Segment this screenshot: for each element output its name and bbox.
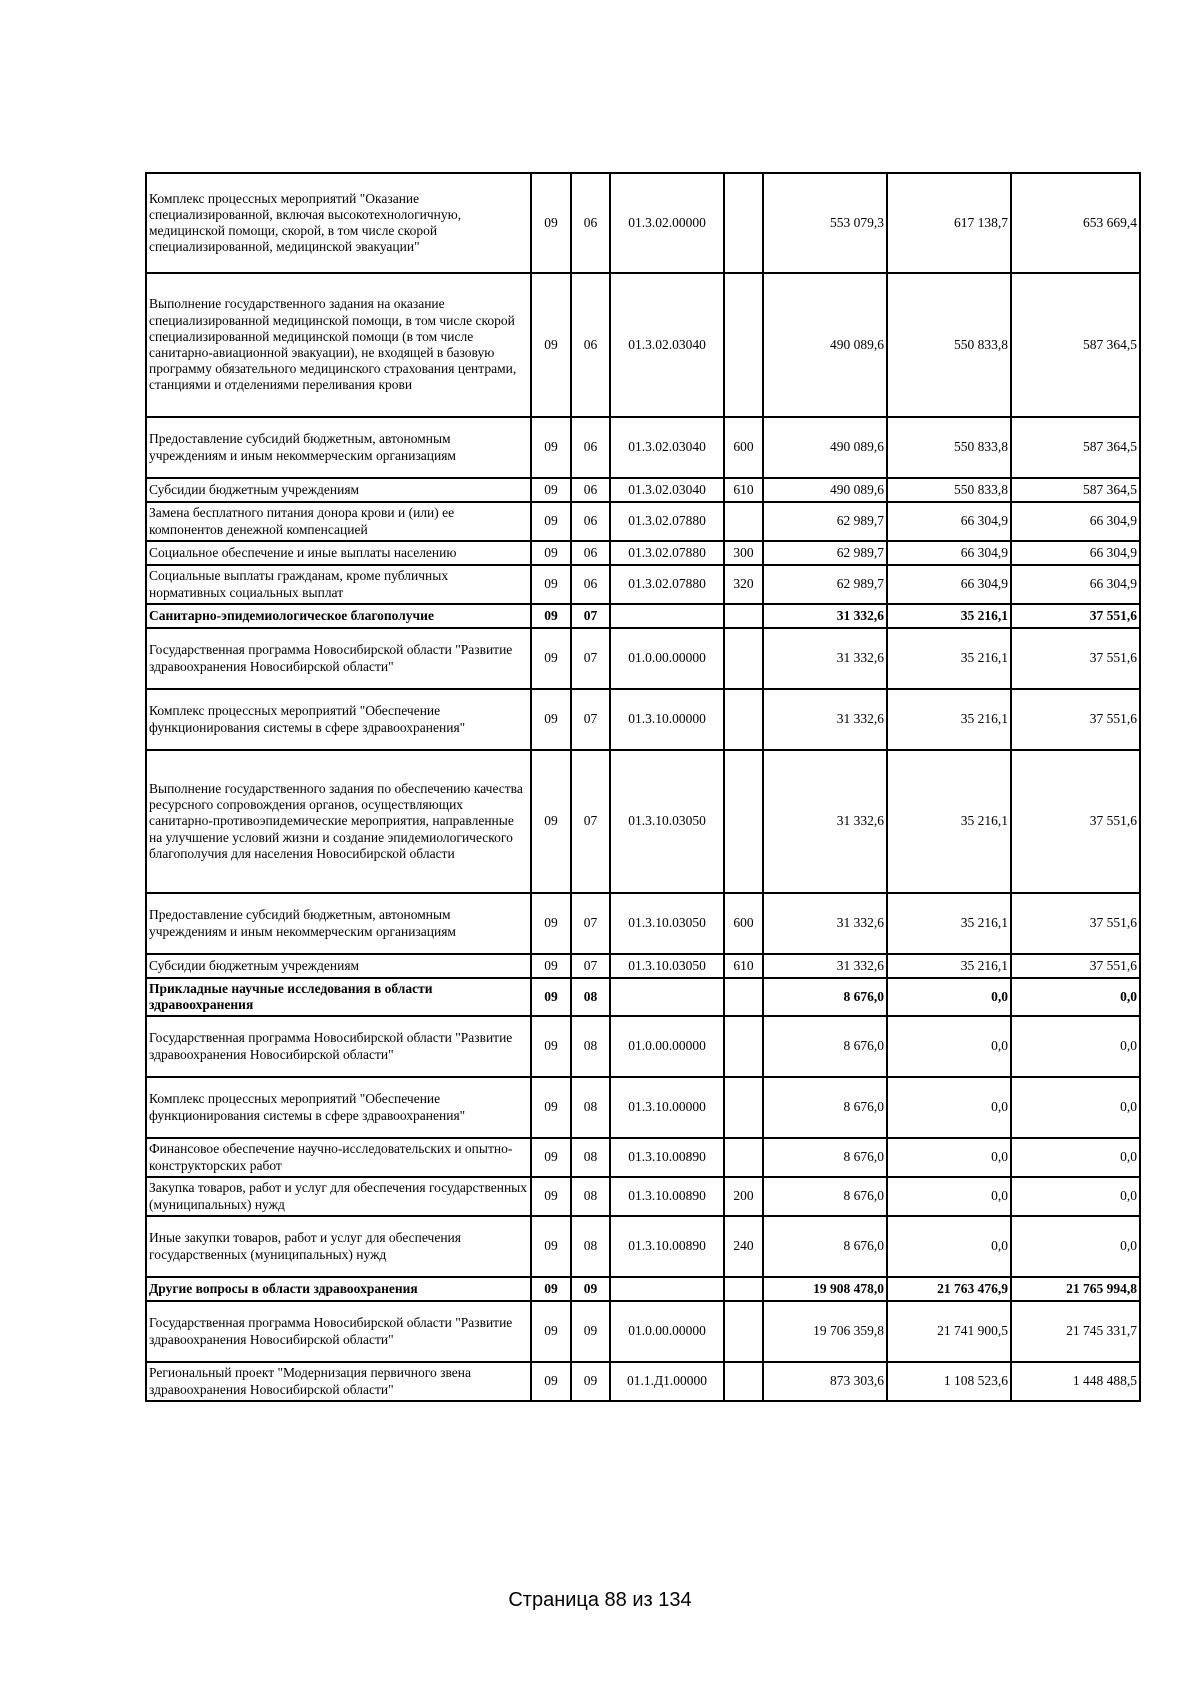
row-amount-year3: 0,0 xyxy=(1011,1077,1140,1138)
row-name: Прикладные научные исследования в области здравоохранения xyxy=(146,978,531,1016)
row-subsection-code: 07 xyxy=(571,954,610,978)
row-expense-type: 320 xyxy=(724,565,763,604)
row-amount-year2: 35 216,1 xyxy=(887,750,1011,893)
row-name: Выполнение государственного задания по обеспечению качества ресурсного сопровождения органов, осуществляющих санитарно-противоэпидемические мероприятия, направленные на улучшение условий жизни и создание эпидемиологического благополучия для населения Новосибирской области xyxy=(146,750,531,893)
row-target-article: 01.3.02.07880 xyxy=(610,565,724,604)
row-target-article: 01.3.10.00000 xyxy=(610,689,724,750)
row-amount-year2: 0,0 xyxy=(887,1177,1011,1216)
row-expense-type: 600 xyxy=(724,893,763,954)
row-amount-year3: 0,0 xyxy=(1011,1016,1140,1077)
row-target-article: 01.3.10.00890 xyxy=(610,1216,724,1277)
row-section-code: 09 xyxy=(531,893,571,954)
row-amount-year2: 617 138,7 xyxy=(887,173,1011,273)
row-amount-year1: 31 332,6 xyxy=(763,604,887,628)
table-row xyxy=(146,1301,1140,1362)
row-subsection-code: 09 xyxy=(571,1362,610,1401)
row-section-code: 09 xyxy=(531,478,571,502)
row-name: Комплекс процессных мероприятий "Оказание специализированной, включая высокотехнологичную, медицинской помощи, скорой, в том числе скорой специализированной, медицинской эвакуации" xyxy=(146,173,531,273)
table-row xyxy=(146,1016,1140,1077)
table-row xyxy=(146,1177,1140,1216)
row-subsection-code: 08 xyxy=(571,1077,610,1138)
row-section-code: 09 xyxy=(531,1016,571,1077)
table-row xyxy=(146,541,1140,565)
row-amount-year1: 8 676,0 xyxy=(763,1077,887,1138)
row-expense-type xyxy=(724,628,763,689)
row-name: Социальное обеспечение и иные выплаты населению xyxy=(146,541,531,565)
row-expense-type: 240 xyxy=(724,1216,763,1277)
row-section-code: 09 xyxy=(531,502,571,541)
row-subsection-code: 06 xyxy=(571,173,610,273)
row-amount-year1: 873 303,6 xyxy=(763,1362,887,1401)
table-row xyxy=(146,750,1140,893)
row-subsection-code: 06 xyxy=(571,541,610,565)
table-row xyxy=(146,689,1140,750)
table-row xyxy=(146,273,1140,417)
table-row xyxy=(146,978,1140,1016)
row-section-code: 09 xyxy=(531,173,571,273)
row-target-article: 01.3.10.00890 xyxy=(610,1138,724,1177)
row-amount-year3: 0,0 xyxy=(1011,978,1140,1016)
row-name: Санитарно-эпидемиологическое благополучие xyxy=(146,604,531,628)
row-expense-type xyxy=(724,502,763,541)
row-expense-type xyxy=(724,978,763,1016)
table-row xyxy=(146,954,1140,978)
row-amount-year1: 31 332,6 xyxy=(763,893,887,954)
row-expense-type xyxy=(724,1362,763,1401)
table-row xyxy=(146,1277,1140,1301)
row-amount-year2: 35 216,1 xyxy=(887,628,1011,689)
row-name: Социальные выплаты гражданам, кроме публичных нормативных социальных выплат xyxy=(146,565,531,604)
row-section-code: 09 xyxy=(531,541,571,565)
row-section-code: 09 xyxy=(531,1277,571,1301)
row-subsection-code: 06 xyxy=(571,478,610,502)
row-amount-year1: 19 706 359,8 xyxy=(763,1301,887,1362)
row-amount-year2: 21 741 900,5 xyxy=(887,1301,1011,1362)
row-amount-year2: 550 833,8 xyxy=(887,273,1011,417)
row-amount-year1: 19 908 478,0 xyxy=(763,1277,887,1301)
row-section-code: 09 xyxy=(531,417,571,478)
table-row xyxy=(146,1216,1140,1277)
row-amount-year2: 0,0 xyxy=(887,1138,1011,1177)
row-amount-year1: 8 676,0 xyxy=(763,1016,887,1077)
table-row xyxy=(146,478,1140,502)
row-target-article: 01.3.02.07880 xyxy=(610,502,724,541)
row-amount-year3: 1 448 488,5 xyxy=(1011,1362,1140,1401)
row-name: Предоставление субсидий бюджетным, автономным учреждениям и иным некоммерческим организациям xyxy=(146,893,531,954)
row-expense-type xyxy=(724,1138,763,1177)
row-subsection-code: 06 xyxy=(571,417,610,478)
row-section-code: 09 xyxy=(531,628,571,689)
row-target-article: 01.0.00.00000 xyxy=(610,1301,724,1362)
row-section-code: 09 xyxy=(531,565,571,604)
row-amount-year1: 31 332,6 xyxy=(763,954,887,978)
row-section-code: 09 xyxy=(531,1362,571,1401)
row-amount-year2: 66 304,9 xyxy=(887,502,1011,541)
table-row xyxy=(146,1077,1140,1138)
row-section-code: 09 xyxy=(531,273,571,417)
row-expense-type xyxy=(724,273,763,417)
row-expense-type xyxy=(724,1277,763,1301)
row-amount-year2: 0,0 xyxy=(887,978,1011,1016)
row-section-code: 09 xyxy=(531,604,571,628)
row-amount-year2: 21 763 476,9 xyxy=(887,1277,1011,1301)
row-subsection-code: 08 xyxy=(571,1138,610,1177)
row-amount-year1: 490 089,6 xyxy=(763,478,887,502)
row-expense-type: 600 xyxy=(724,417,763,478)
row-amount-year3: 587 364,5 xyxy=(1011,417,1140,478)
row-amount-year2: 0,0 xyxy=(887,1216,1011,1277)
row-amount-year1: 8 676,0 xyxy=(763,1216,887,1277)
table-row xyxy=(146,1138,1140,1177)
row-expense-type: 300 xyxy=(724,541,763,565)
row-subsection-code: 08 xyxy=(571,978,610,1016)
row-amount-year2: 66 304,9 xyxy=(887,565,1011,604)
row-expense-type xyxy=(724,173,763,273)
row-target-article: 01.3.10.03050 xyxy=(610,750,724,893)
row-expense-type xyxy=(724,750,763,893)
row-amount-year1: 8 676,0 xyxy=(763,978,887,1016)
row-target-article: 01.3.02.03040 xyxy=(610,478,724,502)
row-expense-type xyxy=(724,1016,763,1077)
row-name: Закупка товаров, работ и услуг для обеспечения государственных (муниципальных) нужд xyxy=(146,1177,531,1216)
row-subsection-code: 08 xyxy=(571,1016,610,1077)
row-subsection-code: 08 xyxy=(571,1216,610,1277)
row-expense-type xyxy=(724,604,763,628)
row-amount-year3: 21 745 331,7 xyxy=(1011,1301,1140,1362)
row-amount-year2: 66 304,9 xyxy=(887,541,1011,565)
row-amount-year3: 587 364,5 xyxy=(1011,478,1140,502)
row-amount-year3: 0,0 xyxy=(1011,1177,1140,1216)
row-amount-year2: 35 216,1 xyxy=(887,689,1011,750)
row-subsection-code: 06 xyxy=(571,273,610,417)
row-name: Региональный проект "Модернизация первичного звена здравоохранения Новосибирской области" xyxy=(146,1362,531,1401)
row-section-code: 09 xyxy=(531,954,571,978)
row-amount-year3: 37 551,6 xyxy=(1011,750,1140,893)
row-subsection-code: 08 xyxy=(571,1177,610,1216)
row-section-code: 09 xyxy=(531,1216,571,1277)
row-amount-year3: 21 765 994,8 xyxy=(1011,1277,1140,1301)
row-amount-year3: 587 364,5 xyxy=(1011,273,1140,417)
page-number: Страница 88 из 134 xyxy=(508,1589,692,1611)
table-row xyxy=(146,893,1140,954)
row-target-article: 01.3.10.00000 xyxy=(610,1077,724,1138)
row-amount-year1: 62 989,7 xyxy=(763,565,887,604)
row-name: Комплекс процессных мероприятий "Обеспечение функционирования системы в сфере здравоохранения" xyxy=(146,689,531,750)
table-row xyxy=(146,417,1140,478)
row-name: Другие вопросы в области здравоохранения xyxy=(146,1277,531,1301)
row-subsection-code: 06 xyxy=(571,565,610,604)
row-amount-year1: 490 089,6 xyxy=(763,417,887,478)
row-target-article: 01.1.Д1.00000 xyxy=(610,1362,724,1401)
row-subsection-code: 07 xyxy=(571,604,610,628)
row-target-article: 01.3.02.07880 xyxy=(610,541,724,565)
row-amount-year2: 35 216,1 xyxy=(887,604,1011,628)
row-amount-year3: 66 304,9 xyxy=(1011,541,1140,565)
row-target-article: 01.3.10.00890 xyxy=(610,1177,724,1216)
table-row xyxy=(146,173,1140,273)
row-name: Замена бесплатного питания донора крови и (или) ее компонентов денежной компенсацией xyxy=(146,502,531,541)
row-amount-year1: 31 332,6 xyxy=(763,689,887,750)
row-subsection-code: 09 xyxy=(571,1277,610,1301)
row-amount-year3: 653 669,4 xyxy=(1011,173,1140,273)
row-amount-year1: 31 332,6 xyxy=(763,750,887,893)
row-expense-type: 610 xyxy=(724,478,763,502)
row-amount-year1: 62 989,7 xyxy=(763,541,887,565)
row-amount-year2: 0,0 xyxy=(887,1077,1011,1138)
row-amount-year1: 553 079,3 xyxy=(763,173,887,273)
row-target-article: 01.3.02.03040 xyxy=(610,417,724,478)
row-amount-year2: 35 216,1 xyxy=(887,954,1011,978)
row-amount-year2: 0,0 xyxy=(887,1016,1011,1077)
row-amount-year3: 37 551,6 xyxy=(1011,604,1140,628)
row-name: Финансовое обеспечение научно-исследовательских и опытно-конструкторских работ xyxy=(146,1138,531,1177)
table-row xyxy=(146,565,1140,604)
row-section-code: 09 xyxy=(531,750,571,893)
row-subsection-code: 07 xyxy=(571,628,610,689)
row-section-code: 09 xyxy=(531,978,571,1016)
table-row xyxy=(146,628,1140,689)
row-amount-year1: 8 676,0 xyxy=(763,1138,887,1177)
row-target-article: 01.3.10.03050 xyxy=(610,893,724,954)
table-body xyxy=(146,173,1140,1401)
row-amount-year3: 66 304,9 xyxy=(1011,565,1140,604)
row-expense-type: 610 xyxy=(724,954,763,978)
table-row xyxy=(146,502,1140,541)
row-amount-year1: 31 332,6 xyxy=(763,628,887,689)
table-row xyxy=(146,1362,1140,1401)
row-target-article xyxy=(610,1277,724,1301)
row-amount-year3: 37 551,6 xyxy=(1011,689,1140,750)
row-subsection-code: 07 xyxy=(571,893,610,954)
row-name: Комплекс процессных мероприятий "Обеспечение функционирования системы в сфере здравоохранения" xyxy=(146,1077,531,1138)
row-amount-year3: 0,0 xyxy=(1011,1138,1140,1177)
row-section-code: 09 xyxy=(531,1301,571,1362)
row-name: Государственная программа Новосибирской области "Развитие здравоохранения Новосибирской области" xyxy=(146,1301,531,1362)
row-section-code: 09 xyxy=(531,689,571,750)
row-expense-type xyxy=(724,689,763,750)
row-target-article: 01.0.00.00000 xyxy=(610,1016,724,1077)
row-amount-year1: 8 676,0 xyxy=(763,1177,887,1216)
row-section-code: 09 xyxy=(531,1138,571,1177)
row-amount-year3: 37 551,6 xyxy=(1011,954,1140,978)
row-expense-type xyxy=(724,1077,763,1138)
row-expense-type: 200 xyxy=(724,1177,763,1216)
row-subsection-code: 09 xyxy=(571,1301,610,1362)
row-expense-type xyxy=(724,1301,763,1362)
row-name: Выполнение государственного задания на оказание специализированной медицинской помощи, в том числе скорой специализированной медицинской помощи (в том числе санитарно-авиационной эвакуации), не входящей в базовую программу обязательного медицинского страхования центрами, станциями и отделениями переливания крови xyxy=(146,273,531,417)
row-subsection-code: 07 xyxy=(571,689,610,750)
row-amount-year2: 1 108 523,6 xyxy=(887,1362,1011,1401)
row-amount-year2: 550 833,8 xyxy=(887,478,1011,502)
row-amount-year1: 490 089,6 xyxy=(763,273,887,417)
row-name: Государственная программа Новосибирской области "Развитие здравоохранения Новосибирской области" xyxy=(146,1016,531,1077)
row-amount-year3: 0,0 xyxy=(1011,1216,1140,1277)
row-amount-year2: 35 216,1 xyxy=(887,893,1011,954)
row-amount-year3: 66 304,9 xyxy=(1011,502,1140,541)
budget-table xyxy=(145,172,1141,1402)
row-amount-year3: 37 551,6 xyxy=(1011,893,1140,954)
row-target-article: 01.3.02.00000 xyxy=(610,173,724,273)
row-name: Субсидии бюджетным учреждениям xyxy=(146,954,531,978)
row-subsection-code: 06 xyxy=(571,502,610,541)
row-name: Иные закупки товаров, работ и услуг для обеспечения государственных (муниципальных) нужд xyxy=(146,1216,531,1277)
table-row xyxy=(146,604,1140,628)
row-name: Предоставление субсидий бюджетным, автономным учреждениям и иным некоммерческим организациям xyxy=(146,417,531,478)
row-section-code: 09 xyxy=(531,1177,571,1216)
row-target-article: 01.3.10.03050 xyxy=(610,954,724,978)
row-target-article: 01.0.00.00000 xyxy=(610,628,724,689)
row-name: Государственная программа Новосибирской области "Развитие здравоохранения Новосибирской области" xyxy=(146,628,531,689)
row-target-article: 01.3.02.03040 xyxy=(610,273,724,417)
row-target-article xyxy=(610,978,724,1016)
row-target-article xyxy=(610,604,724,628)
row-amount-year1: 62 989,7 xyxy=(763,502,887,541)
row-section-code: 09 xyxy=(531,1077,571,1138)
row-name: Субсидии бюджетным учреждениям xyxy=(146,478,531,502)
row-amount-year2: 550 833,8 xyxy=(887,417,1011,478)
row-amount-year3: 37 551,6 xyxy=(1011,628,1140,689)
row-subsection-code: 07 xyxy=(571,750,610,893)
